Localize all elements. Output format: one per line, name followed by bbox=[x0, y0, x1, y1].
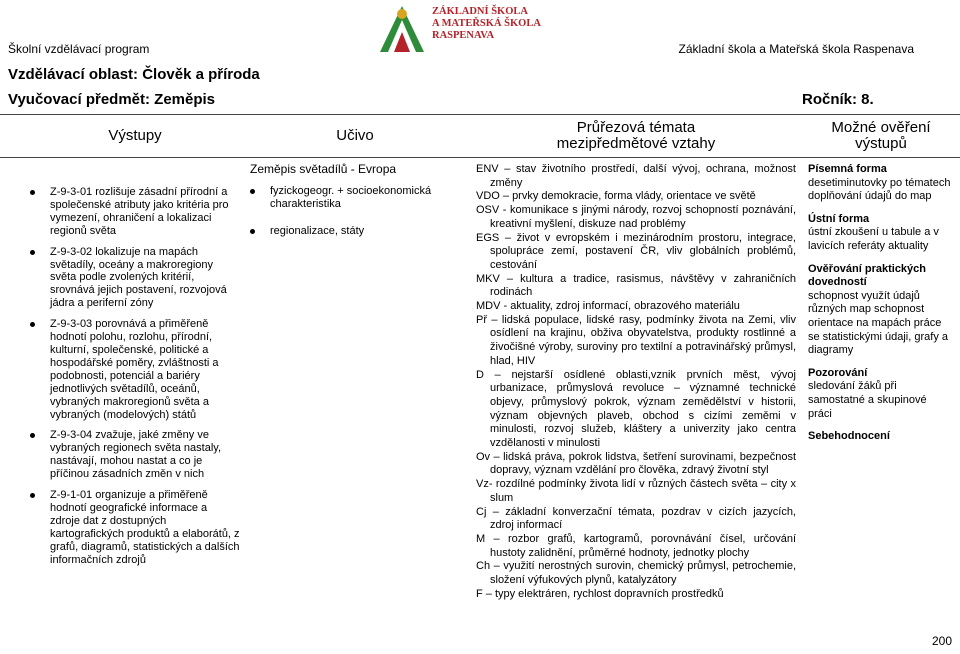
header-verification: Možné ověření výstupů bbox=[831, 119, 931, 152]
topic-d: D – nejstarší osídlené oblasti,vznik prvních měst, vývoj urbanizace, průmyslová revoluce – významné technické objevy, průmyslový pokrok, význam zemědělství v historii, význam objevných plaveb, obchod s cizími zeměmi v minulosti, rozvoj služeb, kláštery a univerzity jako centra vzdělanosti v minulosti bbox=[476, 368, 796, 450]
topic-cj: Cj – základní konverzační témata, pozdrav v cizích jazycích, zdroj informací bbox=[476, 505, 796, 532]
verification-text: ústní zkoušení u tabule a v lavicích referáty aktuality bbox=[808, 226, 939, 252]
topic-vz: Vz- rozdílné podmínky života lidí v různých částech světa – city x slum bbox=[476, 478, 796, 504]
topic-f: F – typy elektráren, rychlost dopravních prostředků bbox=[476, 587, 724, 600]
school-logo bbox=[376, 2, 546, 58]
page-number: 200 bbox=[931, 634, 952, 648]
verification-text: sledování žáků při samostatné a skupinové práci bbox=[808, 380, 927, 420]
topic-env: ENV – stav životního prostředí, další vývoj, ochrana, možnost změny bbox=[476, 163, 796, 189]
topic-osv: OSV - komunikace s jinými národy, rozvoj schopností poznávání, kreativní myšlení, diskuze nad problémy bbox=[476, 204, 796, 230]
topic-mkv: MKV – kultura a tradice, rasismus, návštěvy v zahraničních rodinách bbox=[476, 272, 796, 299]
verification-text: schopnost využít údajů různých map schopnost orientace na mapách práce se statistickými údaji, grafy a diagramy bbox=[808, 289, 948, 357]
header-topics: Průřezová témata mezipředmětové vztahy bbox=[556, 119, 716, 152]
logo-line-1: ZÁKLADNÍ ŠKOLA bbox=[432, 6, 528, 17]
topic-mdv: MDV - aktuality, zdroj informací, obrazového materiálu bbox=[476, 300, 740, 313]
topic-ch: Ch – využití nerostných surovin, chemický průmysl, petrochemie, složení výfukových plynů, katalyzátory bbox=[476, 560, 796, 587]
verification-title: Ústní forma bbox=[808, 212, 870, 225]
logo-line-3: RASPENAVA bbox=[432, 30, 495, 41]
school-name: Základní škola a Mateřská škola Raspenava bbox=[678, 42, 914, 56]
verification-column bbox=[808, 163, 952, 444]
program-title: Školní vzdělávací program bbox=[8, 42, 150, 56]
logo-emblem-icon bbox=[376, 2, 430, 58]
output-item: Z-9-3-03 porovnává a přiměřeně hodnotí polohu, rozlohu, přírodní, kulturní, společenské, politické a hospodářské poměry, zvláštnosti a podobnosti, potenciál a bariéry jednotlivých světadílů, oceánů, vybraných makroregionů světa a vybraných (modelových) států bbox=[30, 318, 240, 421]
topics-column bbox=[476, 163, 796, 602]
verification-title: Sebehodnocení bbox=[808, 430, 890, 443]
logo-line-2: A MATEŘSKÁ ŠKOLA bbox=[432, 18, 541, 29]
curriculum-column bbox=[250, 163, 460, 238]
table-header bbox=[0, 114, 960, 158]
verification-title: Písemná forma bbox=[808, 163, 887, 175]
curriculum-item: fyzickogeogr. + socioekonomická charakteristika bbox=[250, 185, 460, 211]
topic-ov: Ov – lidská práva, pokrok lidstva, šetření surovinami, bezpečnost dopravy, význam vzdělání pro člověka, zdravý životní styl bbox=[476, 450, 796, 477]
subject-name: Vyučovací předmět: Zeměpis bbox=[8, 91, 216, 108]
curriculum-item: regionalizace, státy bbox=[250, 225, 460, 238]
subject-area: Vzdělávací oblast: Člověk a příroda bbox=[8, 66, 260, 83]
topic-m: M – rozbor grafů, kartogramů, porovnávání čísel, určování hustoty zalidnění, průměrné hodnoty, jednotky plochy bbox=[476, 532, 796, 559]
output-item: Z-9-3-02 lokalizuje na mapách světadíly, oceány a makroregiony světa podle zvolených kritérií, srovnává jejich postavení, rozvojová jádra a periferní zóny bbox=[30, 246, 240, 311]
verification-text: desetiminutovky po tématech doplňování údajů do map bbox=[808, 176, 951, 203]
output-item: Z-9-3-04 zvažuje, jaké změny ve vybraných regionech světa nastaly, nastávají, mohou nastat a co je příčinou zásadních změn v nich bbox=[30, 429, 240, 481]
outputs-list bbox=[30, 186, 240, 574]
output-item: Z-9-3-01 rozlišuje zásadní přírodní a společenské atributy jako kritéria pro vymezení, ohraničení a lokalizaci regionů světa bbox=[30, 186, 240, 238]
topic-pr: Př – lidská populace, lidské rasy, podmínky života na Zemi, vliv osídlení na krajinu, obživa obyvatelstva, produkty rostlinné a živočišné výroby, suroviny pro textilní a potravinářský průmysl, hlad, HIV bbox=[476, 313, 796, 367]
topic-vdo: VDO – prvky demokracie, forma vlády, orientace ve světě bbox=[476, 190, 756, 203]
grade: Ročník: 8. bbox=[802, 91, 874, 108]
header-outputs: Výstupy bbox=[108, 127, 162, 144]
topic-egs: EGS – život v evropském i mezinárodním prostoru, integrace, spolupráce zemí, postavení ČR, vliv globálních problémů, cestování bbox=[476, 231, 796, 271]
logo-text bbox=[432, 6, 541, 42]
verification-title: Ověřování praktických dovedností bbox=[808, 262, 927, 289]
curriculum-title: Zeměpis světadílů - Evropa bbox=[250, 162, 397, 176]
output-item: Z-9-1-01 organizuje a přiměřeně hodnotí geografické informace a zdroje dat z dostupných kartografických produktů a elaborátů, z grafů, diagramů, statistických a dalších informačních zdrojů bbox=[30, 489, 240, 566]
header-curriculum: Učivo bbox=[336, 127, 374, 144]
verification-title: Pozorování bbox=[808, 366, 868, 379]
